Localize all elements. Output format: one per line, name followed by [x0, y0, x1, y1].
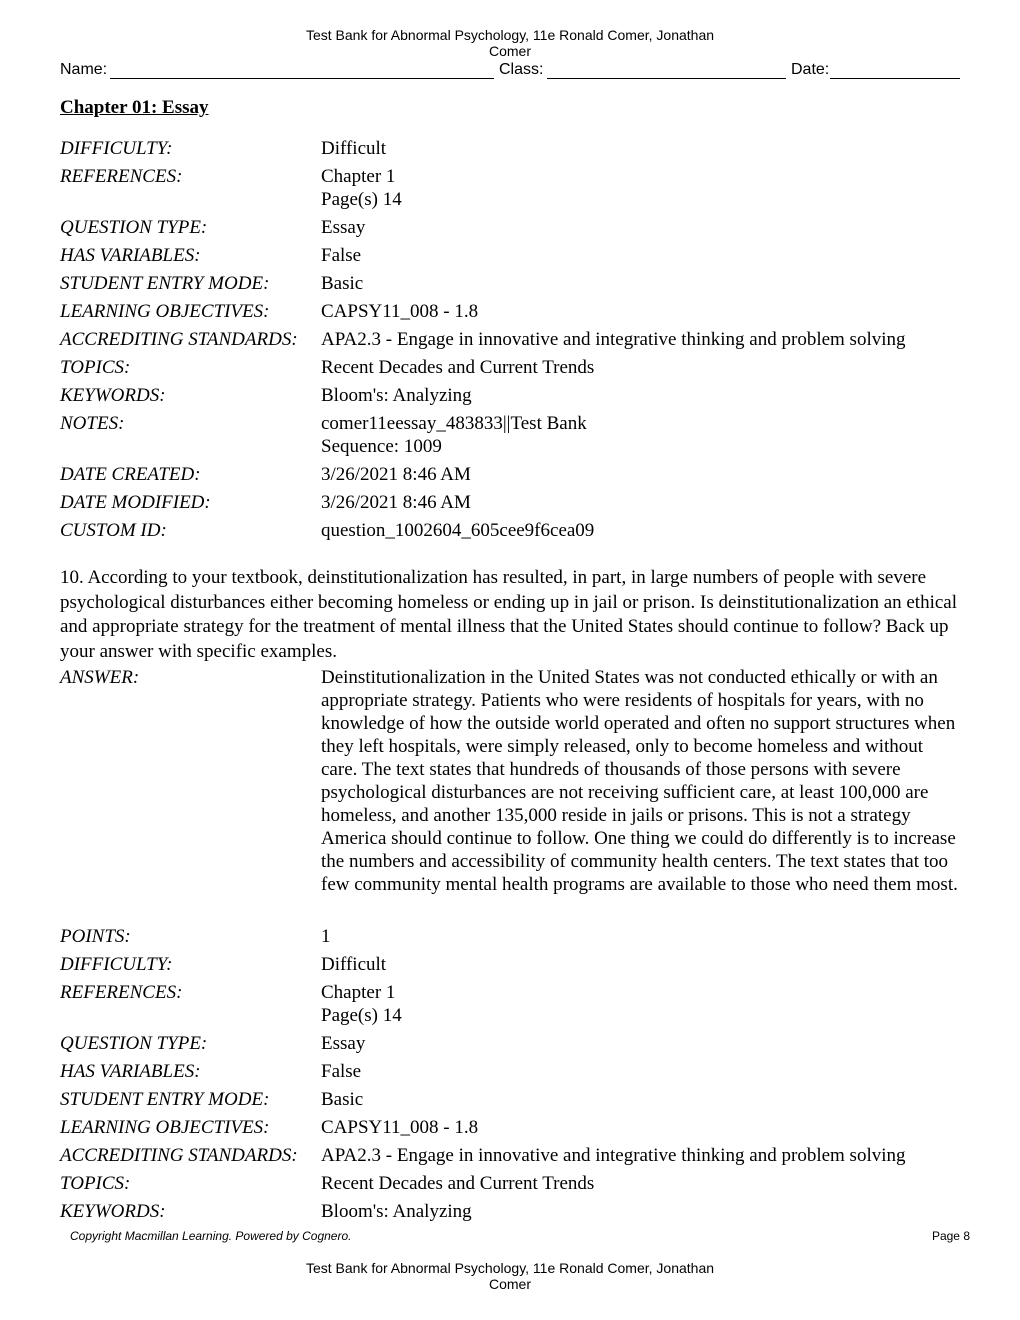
metadata-key: POINTS:	[60, 926, 131, 947]
metadata-value: Chapter 1 Page(s) 14	[321, 166, 402, 210]
metadata-value: APA2.3 - Engage in innovative and integrative thinking and problem solving	[321, 329, 906, 350]
metadata-value: question_1002604_605cee9f6cea09	[321, 520, 595, 541]
answer-text: Deinstitutionalization in the United States was not conducted ethically or with an appropriate strategy. Patients who were residents of hospitals for years, with no knowledge of how the outside world operated and often no support structures when they left hospitals, were simply released, only to become homeless and without care. The text states that hundreds of thousands of those persons with severe psychological disturbances are not receiving sufficient care, at least 100,000 are homeless, and another 135,000 reside in jails or prisons. This is not a strategy America should continue to follow. One thing we could do differently is to increase the numbers and accessibility of community health centers. The text states that too few community mental health programs are available to those who need them most.	[321, 667, 958, 895]
metadata-value: 3/26/2021 8:46 AM	[321, 492, 471, 513]
metadata-key: TOPICS:	[60, 1173, 131, 1194]
metadata-key: KEYWORDS:	[60, 385, 166, 406]
metadata-key: ACCREDITING STANDARDS:	[60, 329, 298, 350]
page-header	[0, 27, 1020, 59]
header-title-line2: Comer	[488, 43, 531, 59]
name-field[interactable]	[110, 78, 494, 79]
metadata-value: False	[321, 245, 362, 266]
footer-copyright: Copyright Macmillan Learning. Powered by Cognero.	[70, 1229, 352, 1243]
metadata-value: Recent Decades and Current Trends	[321, 1173, 595, 1194]
metadata-key: QUESTION TYPE:	[60, 1033, 208, 1054]
metadata-key: CUSTOM ID:	[60, 520, 167, 541]
metadata-key: TOPICS:	[60, 357, 131, 378]
metadata-value: Chapter 1 Page(s) 14	[321, 982, 402, 1026]
next-page-header	[0, 1260, 1020, 1292]
metadata-value: CAPSY11_008 - 1.8	[321, 301, 479, 322]
metadata-value: Bloom's: Analyzing	[321, 1201, 472, 1222]
header-title-line1: Test Bank for Abnormal Psychology, 11e Ronald Comer, Jonathan	[305, 27, 715, 43]
question-text: 10. According to your textbook, deinstitutionalization has resulted, in part, in large numbers of people with severe psychological disturbances either becoming homeless or ending up in jail or prison. Is deinstitutionalization an ethical and appropriate strategy for the treatment of mental illness that the United States should continue to follow? Back up your answer with specific examples.	[60, 567, 958, 662]
page-number: Page 8	[931, 1229, 970, 1243]
class-field[interactable]	[547, 78, 786, 79]
metadata-value: Bloom's: Analyzing	[321, 385, 472, 406]
metadata-key: DIFFICULTY:	[60, 138, 173, 159]
metadata-key: REFERENCES:	[60, 166, 183, 187]
metadata-key: ACCREDITING STANDARDS:	[60, 1145, 298, 1166]
metadata-value: 1	[321, 926, 331, 947]
metadata-value: Essay	[321, 217, 366, 238]
header-title-line2: Comer	[488, 1276, 531, 1292]
metadata-key: DATE MODIFIED:	[60, 492, 211, 513]
metadata-key: LEARNING OBJECTIVES:	[60, 301, 270, 322]
metadata-value: Difficult	[321, 954, 387, 975]
metadata-key: QUESTION TYPE:	[60, 217, 208, 238]
student-info-row	[60, 60, 960, 80]
metadata-value: Recent Decades and Current Trends	[321, 357, 595, 378]
metadata-key: REFERENCES:	[60, 982, 183, 1003]
metadata-value: 3/26/2021 8:46 AM	[321, 464, 471, 485]
date-label: Date:	[791, 61, 830, 78]
class-label: Class:	[499, 61, 544, 78]
metadata-value: Basic	[321, 1089, 364, 1110]
metadata-key: DATE CREATED:	[60, 464, 201, 485]
metadata-key: NOTES:	[60, 413, 125, 434]
metadata-value: comer11eessay_483833||Test Bank Sequence: 1009	[321, 413, 587, 457]
metadata-value: Basic	[321, 273, 364, 294]
metadata-value: Essay	[321, 1033, 366, 1054]
metadata-key: KEYWORDS:	[60, 1201, 166, 1222]
metadata-key: LEARNING OBJECTIVES:	[60, 1117, 270, 1138]
metadata-value: CAPSY11_008 - 1.8	[321, 1117, 479, 1138]
answer-key: ANSWER:	[60, 667, 140, 688]
metadata-key: STUDENT ENTRY MODE:	[60, 1089, 270, 1110]
chapter-heading: Chapter 01: Essay	[60, 97, 209, 118]
header-title-line1: Test Bank for Abnormal Psychology, 11e Ronald Comer, Jonathan	[305, 1260, 715, 1276]
metadata-value: False	[321, 1061, 362, 1082]
metadata-key: DIFFICULTY:	[60, 954, 173, 975]
name-label: Name:	[60, 61, 108, 78]
metadata-value: Difficult	[321, 138, 387, 159]
metadata-key: HAS VARIABLES:	[60, 245, 201, 266]
metadata-value: APA2.3 - Engage in innovative and integrative thinking and problem solving	[321, 1145, 906, 1166]
metadata-key: STUDENT ENTRY MODE:	[60, 273, 270, 294]
metadata-key: HAS VARIABLES:	[60, 1061, 201, 1082]
date-field[interactable]	[830, 78, 960, 79]
